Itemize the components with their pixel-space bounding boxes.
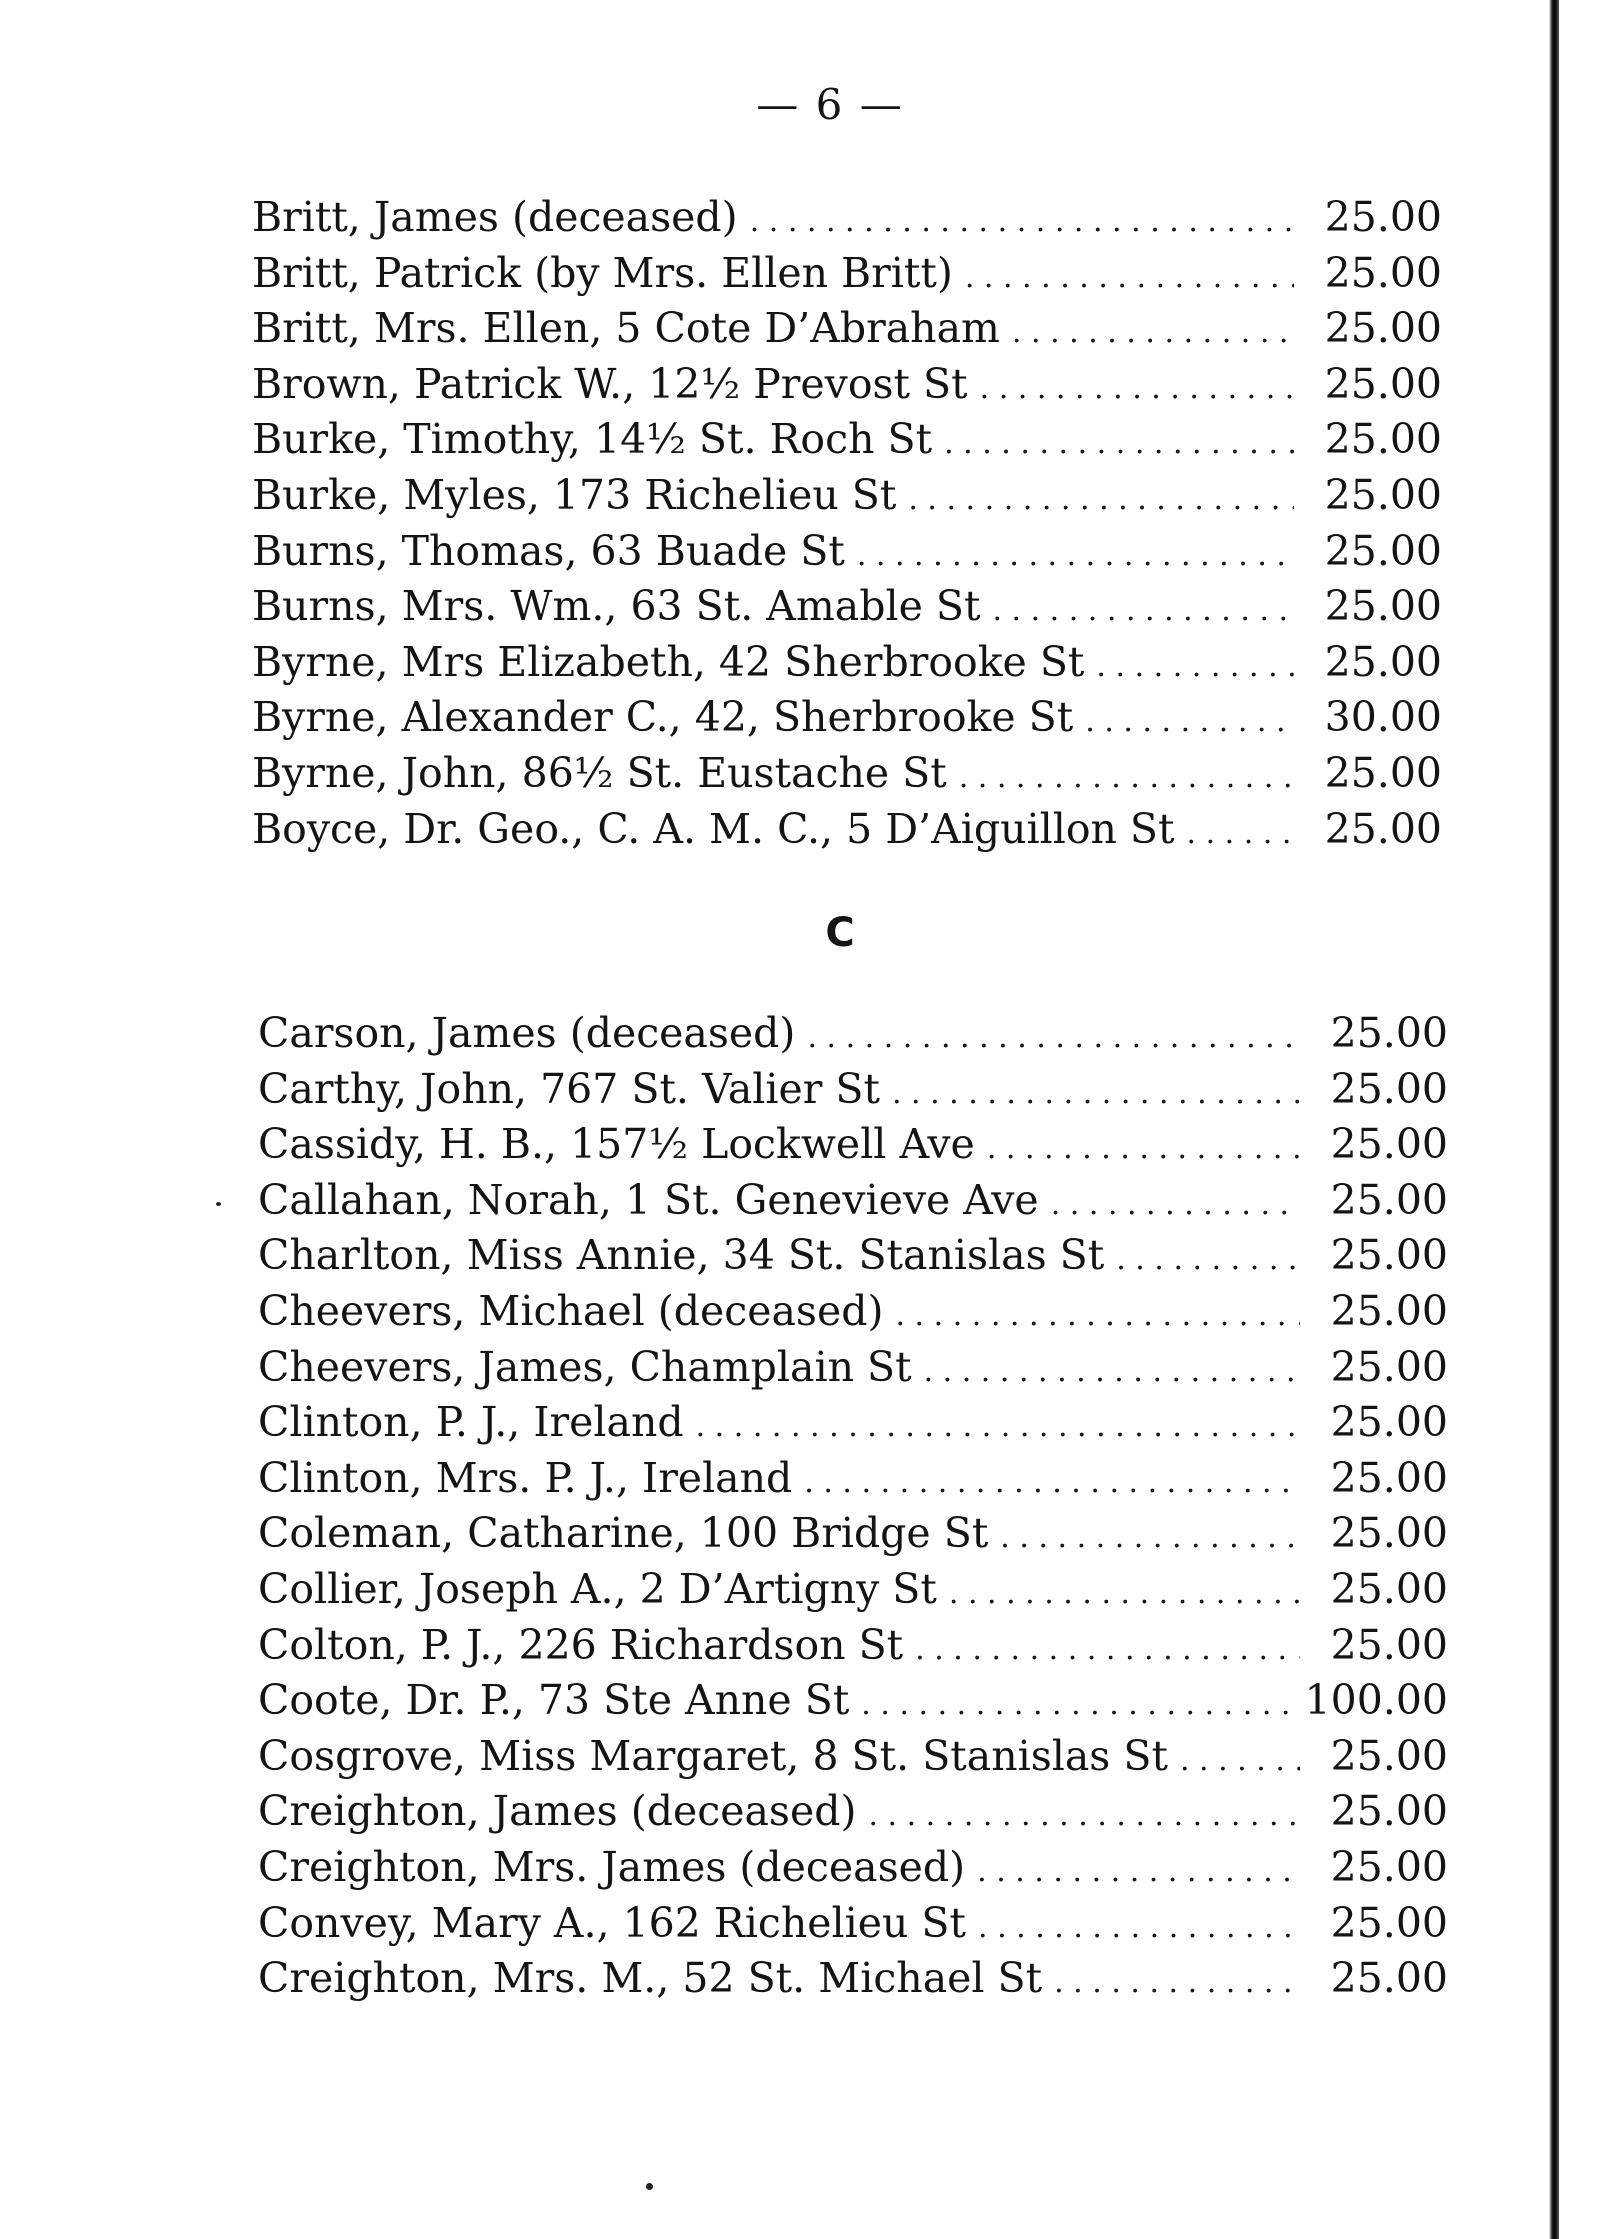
dot-leader <box>977 1844 1300 1900</box>
list-item <box>258 1506 1448 1562</box>
list-item <box>258 1062 1448 1118</box>
list-item <box>258 1006 1448 1062</box>
list-item <box>252 746 1442 802</box>
subscription-amount: 25.00 <box>1324 748 1442 797</box>
subscription-amount: 25.00 <box>1330 1564 1448 1613</box>
dot-leader <box>959 750 1294 806</box>
subscription-amount: 25.00 <box>1324 415 1442 464</box>
list-item <box>258 1117 1448 1173</box>
subscriber-name: Boyce, Dr. Geo., C. A. M. C., 5 D’Aiguillon St <box>252 804 1175 853</box>
dot-leader <box>987 1121 1300 1177</box>
subscriber-name: Byrne, John, 86½ St. Eustache St <box>252 748 947 797</box>
dot-leader <box>1051 1177 1300 1233</box>
list-item <box>258 1618 1448 1674</box>
subscription-amount: 25.00 <box>1330 1731 1448 1780</box>
list-item <box>252 246 1442 302</box>
subscriber-name: Burke, Myles, 173 Richelieu St <box>252 470 897 519</box>
dot-leader <box>696 1399 1300 1455</box>
dot-leader <box>895 1288 1300 1344</box>
subscriber-name: Clinton, P. J., Ireland <box>258 1398 684 1447</box>
subscriber-name: Cheevers, James, Champlain St <box>258 1342 912 1391</box>
dot-leader <box>1054 1955 1300 2011</box>
subscription-amount: 25.00 <box>1324 304 1442 353</box>
subscriber-name: Collier, Joseph A., 2 D’Artigny St <box>258 1564 937 1613</box>
subscriber-name: Britt, Mrs. Ellen, 5 Cote D’Abraham <box>252 304 1000 353</box>
dot-leader <box>965 250 1294 306</box>
subscription-amount: 25.00 <box>1330 1342 1448 1391</box>
dot-leader <box>1116 1232 1300 1288</box>
list-item <box>252 301 1442 357</box>
subscription-amount: 25.00 <box>1330 1842 1448 1891</box>
subscriber-name: Byrne, Alexander C., 42, Sherbrooke St <box>252 693 1074 742</box>
subscriber-name: Convey, Mary A., 162 Richelieu St <box>258 1898 966 1947</box>
section-heading-c: C <box>825 910 855 956</box>
subscription-amount: 25.00 <box>1324 804 1442 853</box>
list-item <box>258 1784 1448 1840</box>
subscriber-name: Creighton, Mrs. M., 52 St. Michael St <box>258 1954 1043 2003</box>
subscriber-name: Burns, Mrs. Wm., 63 St. Amable St <box>252 582 981 631</box>
list-item <box>252 635 1442 691</box>
subscription-amount: 25.00 <box>1330 1231 1448 1280</box>
dot-leader <box>892 1066 1300 1122</box>
dot-leader <box>857 528 1294 584</box>
dot-leader <box>924 1344 1300 1400</box>
list-item <box>258 1729 1448 1785</box>
dot-leader <box>750 194 1294 250</box>
subscription-amount: 25.00 <box>1330 1453 1448 1502</box>
subscriber-name: Britt, James (deceased) <box>252 193 738 241</box>
dot-leader <box>908 472 1294 528</box>
page-binding-edge <box>1549 0 1559 2239</box>
subscriber-name: Britt, Patrick (by Mrs. Ellen Britt) <box>252 248 953 297</box>
list-item <box>252 524 1442 580</box>
subscription-amount: 25.00 <box>1330 1898 1448 1947</box>
subscriber-name: Cheevers, Michael (deceased) <box>258 1286 884 1335</box>
subscriber-name: Brown, Patrick W., 12½ Prevost St <box>252 359 968 408</box>
list-item <box>252 412 1442 468</box>
dot-leader <box>1187 806 1295 862</box>
list-item <box>258 1395 1448 1451</box>
list-item <box>252 690 1442 746</box>
list-item <box>258 1173 1448 1229</box>
subscription-amount: 25.00 <box>1324 470 1442 519</box>
subscription-amount: 25.00 <box>1324 582 1442 631</box>
dot-leader <box>807 1010 1300 1066</box>
dot-leader <box>861 1677 1296 1733</box>
subscription-amount: 25.00 <box>1324 637 1442 686</box>
list-item <box>252 357 1442 413</box>
subscriber-name: Creighton, Mrs. James (deceased) <box>258 1842 966 1891</box>
dot-leader <box>868 1788 1300 1844</box>
dot-leader <box>915 1622 1300 1678</box>
subscription-amount: 25.00 <box>1330 1620 1448 1669</box>
list-item <box>258 1340 1448 1396</box>
subscription-amount: 25.00 <box>1330 1509 1448 1558</box>
subscription-amount: 25.00 <box>1330 1787 1448 1836</box>
dot-leader <box>1000 1510 1300 1566</box>
subscription-amount: 25.00 <box>1324 359 1442 408</box>
ink-speck <box>646 2183 653 2190</box>
subscription-amount: 30.00 <box>1324 693 1442 742</box>
subscription-amount: 25.00 <box>1330 1286 1448 1335</box>
dot-leader <box>1180 1733 1300 1789</box>
subscriber-name: Charlton, Miss Annie, 34 St. Stanislas St <box>258 1231 1105 1280</box>
list-item <box>258 1562 1448 1618</box>
subscription-amount: 100.00 <box>1304 1676 1448 1725</box>
subscription-amount: 25.00 <box>1324 526 1442 575</box>
subscriber-name: Carthy, John, 767 St. Valier St <box>258 1064 880 1113</box>
subscription-amount: 25.00 <box>1330 1064 1448 1113</box>
subscriber-name: Coote, Dr. P., 73 Ste Anne St <box>258 1676 850 1725</box>
subscription-amount: 25.00 <box>1330 1009 1448 1057</box>
page-number: — 6 — <box>756 80 904 129</box>
subscription-amount: 25.00 <box>1324 248 1442 297</box>
subscriber-name: Clinton, Mrs. P. J., Ireland <box>258 1453 793 1502</box>
list-item <box>258 1451 1448 1507</box>
list-item <box>258 1896 1448 1952</box>
subscriber-name: Byrne, Mrs Elizabeth, 42 Sherbrooke St <box>252 637 1085 686</box>
subscriber-list-c <box>258 1006 1448 2007</box>
subscription-amount: 25.00 <box>1330 1120 1448 1169</box>
list-item <box>258 1284 1448 1340</box>
subscription-amount: 25.00 <box>1324 193 1442 241</box>
list-item <box>258 1951 1448 2007</box>
list-item <box>252 802 1442 858</box>
subscription-amount: 25.00 <box>1330 1954 1448 2003</box>
list-item <box>258 1840 1448 1896</box>
subscription-amount: 25.00 <box>1330 1398 1448 1447</box>
dot-leader <box>804 1455 1300 1511</box>
list-item <box>252 190 1442 246</box>
dot-leader <box>1012 305 1294 361</box>
subscriber-name: Colton, P. J., 226 Richardson St <box>258 1620 904 1669</box>
subscriber-list-b <box>252 190 1442 857</box>
subscriber-name: Burke, Timothy, 14½ St. Roch St <box>252 415 933 464</box>
dot-leader <box>980 361 1294 417</box>
dot-leader <box>949 1566 1300 1622</box>
subscriber-name: Creighton, James (deceased) <box>258 1787 857 1836</box>
subscriber-name: Burns, Thomas, 63 Buade St <box>252 526 845 575</box>
dot-leader <box>992 583 1294 639</box>
list-item <box>258 1673 1448 1729</box>
ink-speck <box>216 1202 221 1206</box>
list-item <box>252 579 1442 635</box>
dot-leader <box>944 416 1294 472</box>
subscriber-name: Cassidy, H. B., 157½ Lockwell Ave <box>258 1120 975 1169</box>
subscription-amount: 25.00 <box>1330 1175 1448 1224</box>
subscriber-name: Coleman, Catharine, 100 Bridge St <box>258 1509 989 1558</box>
dot-leader <box>1085 694 1294 750</box>
subscriber-name: Carson, James (deceased) <box>258 1009 796 1057</box>
list-item <box>252 468 1442 524</box>
list-item <box>258 1228 1448 1284</box>
subscriber-name: Cosgrove, Miss Margaret, 8 St. Stanislas St <box>258 1731 1168 1780</box>
dot-leader <box>1096 639 1294 695</box>
dot-leader <box>978 1900 1300 1956</box>
subscriber-name: Callahan, Norah, 1 St. Genevieve Ave <box>258 1175 1039 1224</box>
